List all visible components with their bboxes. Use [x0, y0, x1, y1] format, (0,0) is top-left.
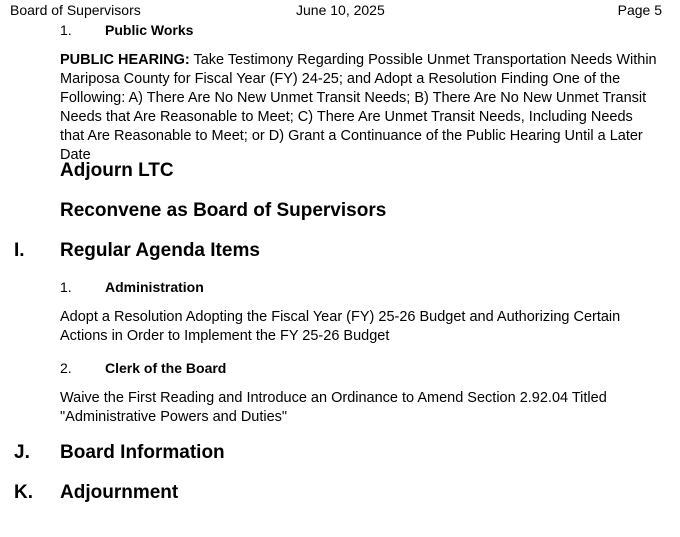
item-number: 1.: [60, 279, 72, 295]
item-number: 1.: [60, 22, 72, 38]
section-k-title: Adjournment: [60, 482, 179, 503]
item-number: 2.: [60, 360, 72, 376]
item-title: Administration: [105, 279, 204, 295]
section-j-letter: J.: [14, 442, 30, 463]
item-title: Public Works: [105, 22, 194, 38]
section-i-title: Regular Agenda Items: [60, 240, 260, 261]
public-hearing-label: PUBLIC HEARING:: [60, 52, 190, 68]
header-date: June 10, 2025: [296, 2, 385, 18]
reconvene-heading: Reconvene as Board of Supervisors: [60, 200, 387, 221]
page-header: [0, 0, 680, 20]
clerk-description: Waive the First Reading and Introduce an Ordinance to Amend Section 2.92.04 Titled "Administrative Powers and Duties": [60, 390, 607, 425]
item-title: Clerk of the Board: [105, 360, 227, 376]
header-board-name: Board of Supervisors: [10, 2, 141, 18]
public-hearing-text: Take Testimony Regarding Possible Unmet Transportation Needs Within Mariposa County for Fiscal Year (FY) 24-25; and Adopt a Resolution Finding One of the Following: A) There Are No New Unmet Transit Needs; B) There Are No New Unmet Transit Needs that Are Reasonable to Meet; C) There Are Unmet Transit Needs, Including Needs that Are Reasonable to Meet; or D) Grant a Continuance of the Public Hearing Until a Later Date: [60, 52, 657, 163]
public-works-description: [60, 51, 660, 165]
section-i-letter: I.: [14, 240, 25, 261]
section-k-letter: K.: [14, 482, 33, 503]
administration-description: Adopt a Resolution Adopting the Fiscal Year (FY) 25-26 Budget and Authorizing Certain Actions in Order to Implement the FY 25-26 Budget: [60, 309, 621, 344]
header-page-number: Page 5: [617, 2, 662, 18]
adjourn-ltc-heading: Adjourn LTC: [60, 160, 174, 181]
section-j-title: Board Information: [60, 442, 225, 463]
